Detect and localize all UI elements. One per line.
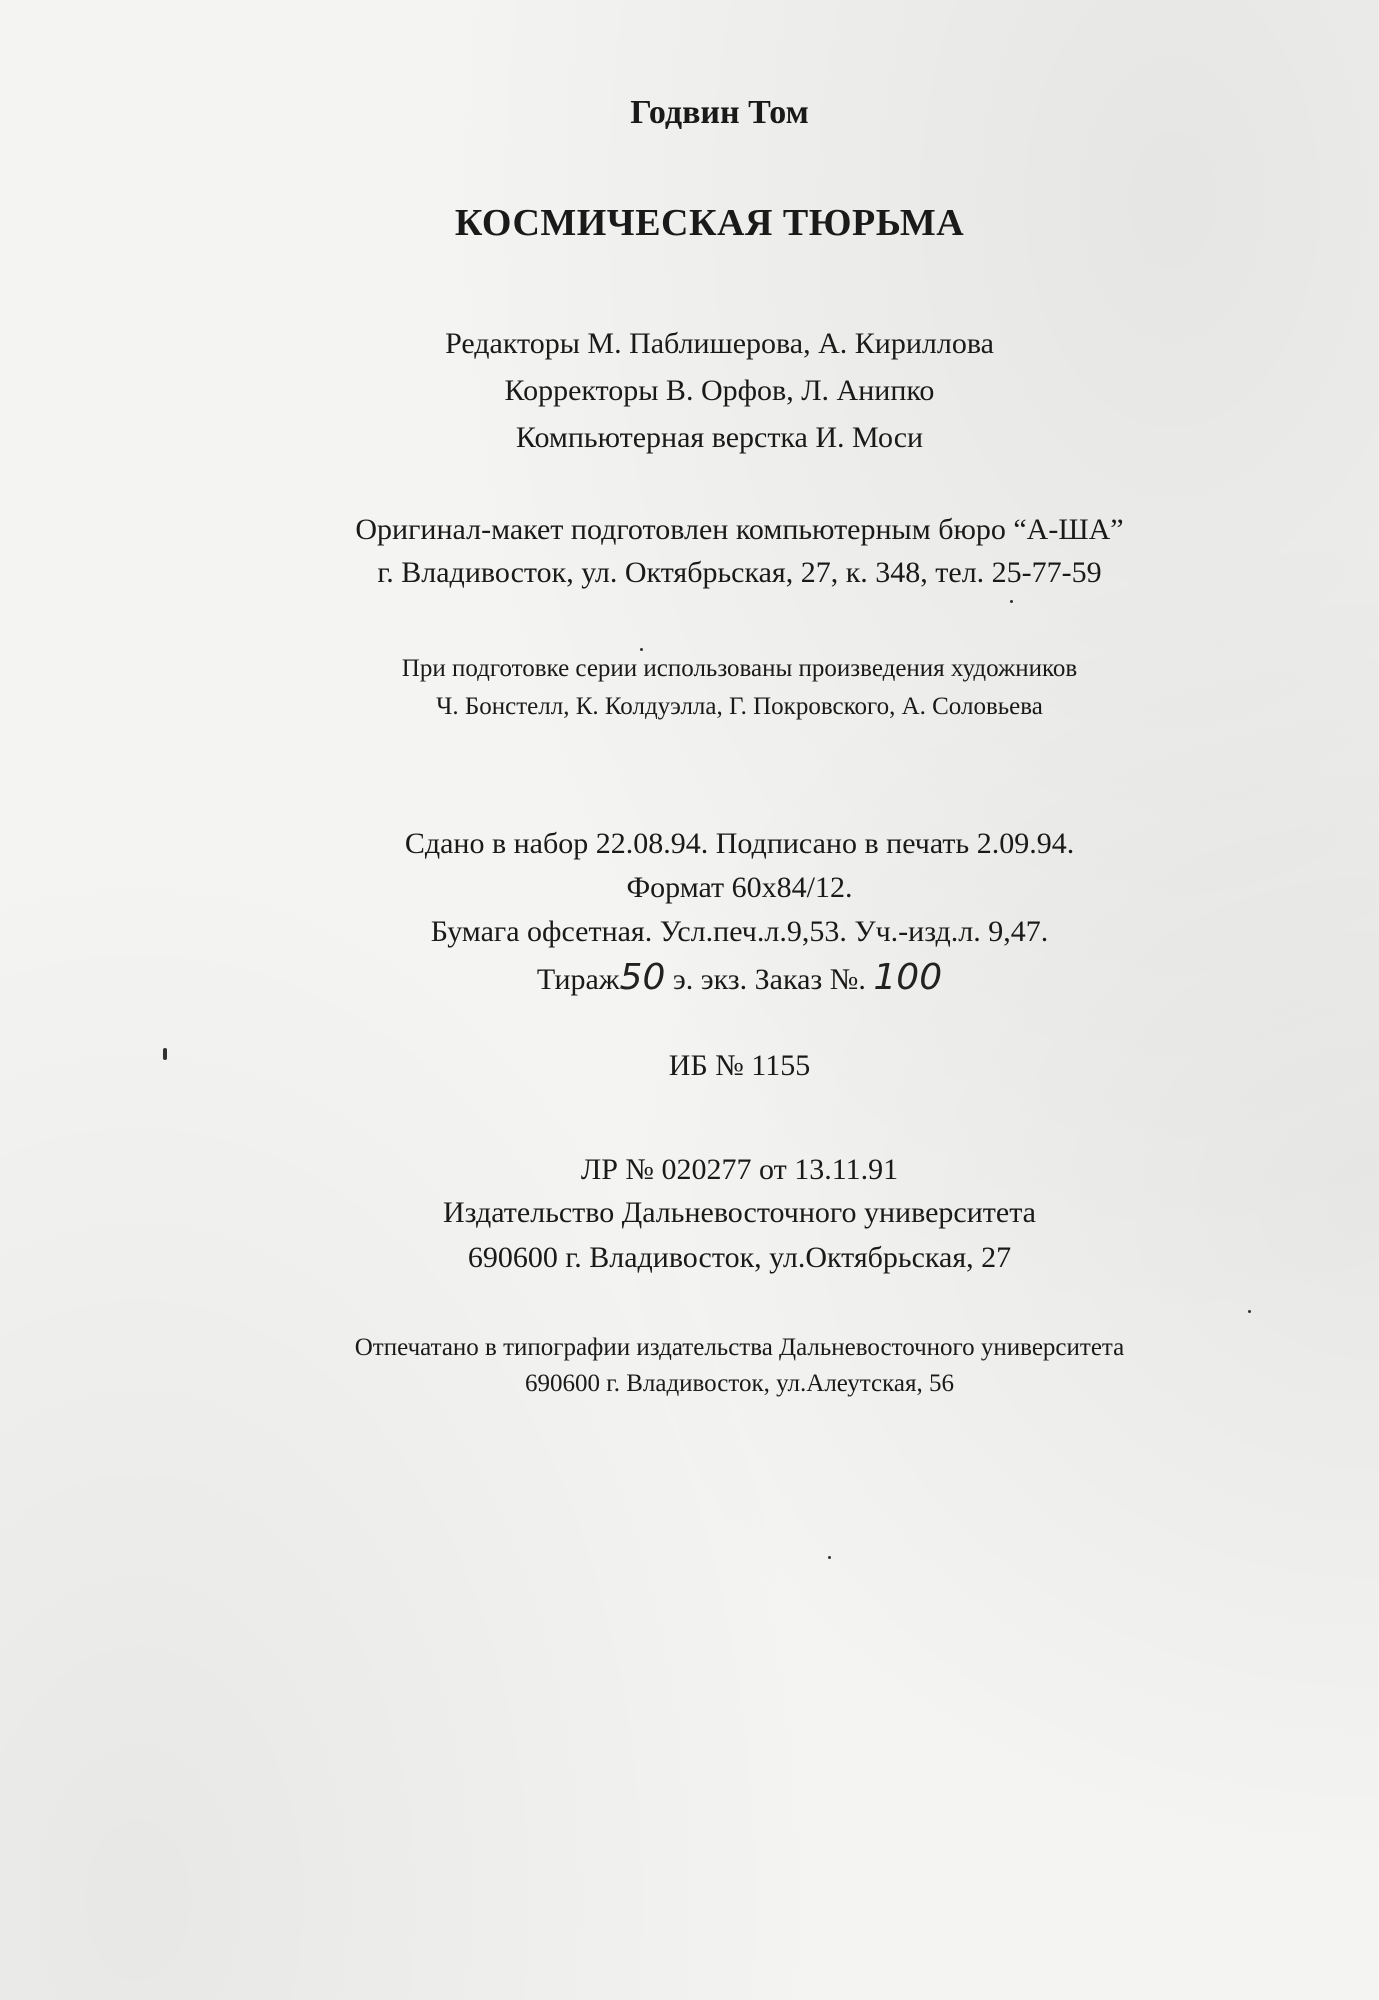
layout-line: Компьютерная верстка И. Моси (515, 421, 924, 454)
print-dates-line: Сдано в набор 22.08.94. Подписано в печать 2.09.94. (404, 827, 1075, 860)
artists-line-2: Ч. Бонстелл, К. Колдуэлла, Г. Покровского, А. Соловьева (436, 693, 1043, 720)
publisher-line: Издательство Дальневосточного университета (443, 1196, 1036, 1229)
publisher-address-line: 690600 г. Владивосток, ул.Октябрьская, 27 (467, 1241, 1012, 1274)
original-layout-line: Оригинал-макет подготовлен компьютерным бюро “А-ША” (355, 513, 1124, 546)
bureau-address-line: г. Владивосток, ул. Октябрьская, 27, к. 348, тел. 25-77-59 (377, 556, 1102, 589)
order-number-handwritten: 100 (873, 957, 943, 998)
ib-number-line: ИБ № 1155 (668, 1049, 811, 1082)
printed-by-line-2: 690600 г. Владивосток, ул.Алеутская, 56 (525, 1370, 954, 1397)
format-line: Формат 60x84/12. (626, 871, 853, 904)
paper-line: Бумага офсетная. Усл.печ.л.9,53. Уч.-изд.л. 9,47. (430, 915, 1049, 948)
dust-speck (1248, 1310, 1251, 1313)
dust-speck (828, 1556, 831, 1559)
printed-by-line-1: Отпечатано в типографии издательства Дальневосточного университета (354, 1334, 1125, 1361)
book-title: КОСМИЧЕСКАЯ ТЮРЬМА (454, 202, 965, 244)
dust-speck (1010, 600, 1013, 603)
dust-speck (640, 648, 643, 651)
artists-line-1: При подготовке серии использованы произведения художников (401, 655, 1078, 682)
editors-line: Редакторы М. Паблишерова, А. Кириллова (445, 327, 994, 360)
dust-speck (163, 1048, 167, 1060)
print-run-handwritten: 50 (619, 957, 666, 998)
license-line: ЛР № 020277 от 13.11.91 (580, 1153, 899, 1186)
print-run-line (0, 957, 1379, 998)
proofreaders-line: Корректоры В. Орфов, Л. Анипко (504, 374, 935, 407)
author-name: Годвин Том (630, 94, 809, 131)
print-run-label: Тираж (536, 963, 620, 996)
order-label: э. экз. Заказ №. (672, 963, 866, 996)
